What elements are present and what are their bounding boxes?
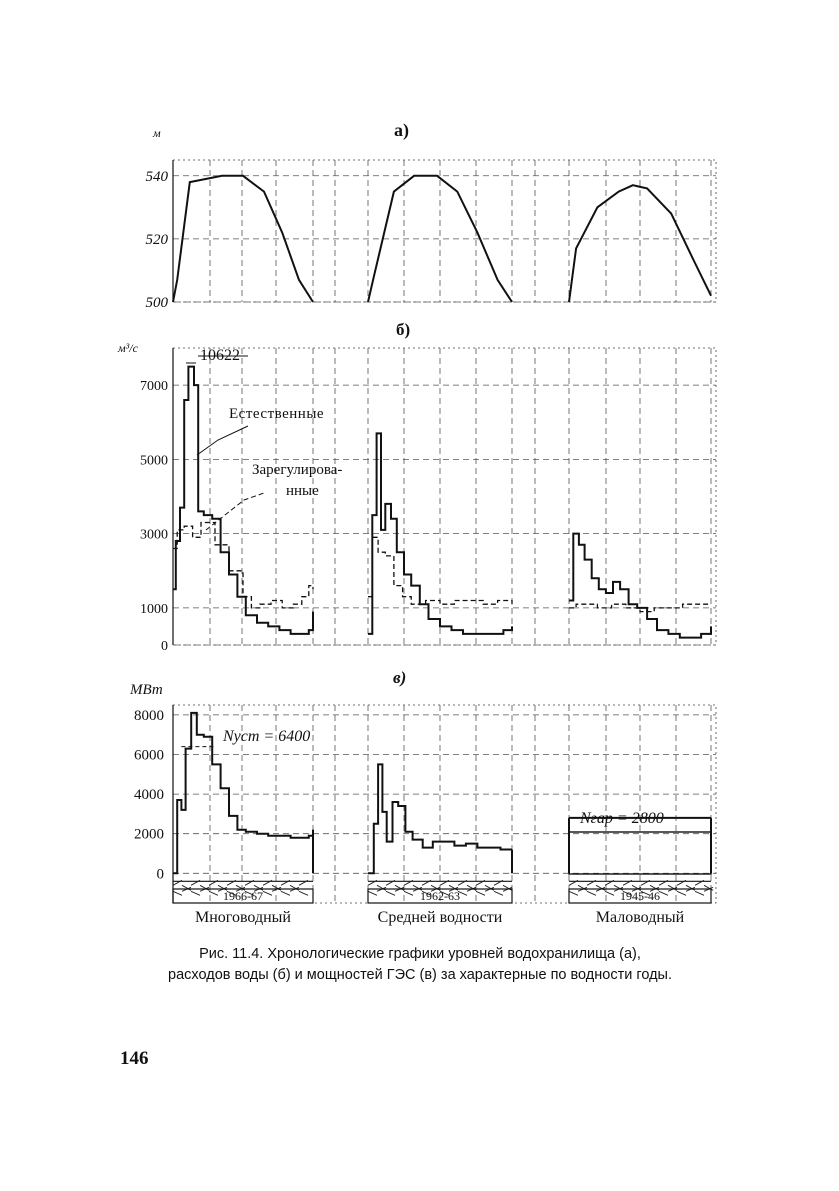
guaranteed-capacity-label: Nгар = 2800	[580, 810, 664, 827]
caption-line-1: Рис. 11.4. Хронологические графики уровней водохранилища (а),	[199, 946, 641, 962]
year-label-1: 1966-67	[223, 889, 263, 903]
panel-b-y-ticks	[140, 379, 168, 654]
y-tick-label: 0	[156, 866, 164, 883]
panel-a-unit: м	[153, 126, 161, 140]
figure-caption	[90, 944, 750, 986]
y-tick-label: 2000	[134, 826, 164, 843]
panel-b-unit: м³/с	[118, 341, 138, 355]
y-tick-label: 520	[145, 231, 168, 248]
category-label-2: Средней водности	[377, 909, 503, 926]
year-label-3: 1945-46	[620, 889, 660, 903]
installed-capacity-label: Nуст = 6400	[223, 728, 311, 745]
y-tick-label: 540	[145, 168, 168, 185]
panel-c-unit: МВт	[130, 682, 163, 698]
y-tick-label: 500	[145, 295, 168, 311]
panel-a-label: а)	[394, 120, 409, 140]
category-label-3: Маловодный	[595, 909, 685, 926]
y-tick-label: 6000	[134, 747, 164, 764]
year-label-2: 1962-63	[420, 889, 460, 903]
y-tick-label: 3000	[140, 527, 168, 543]
panel-b	[117, 320, 716, 654]
panel-b-label: б)	[396, 320, 411, 339]
y-tick-label: 7000	[140, 379, 168, 395]
y-tick-label: 5000	[140, 453, 168, 469]
page-number: 146	[120, 1048, 149, 1069]
y-tick-label: 0	[161, 639, 168, 654]
panel-c-y-ticks	[134, 708, 164, 882]
y-tick-label: 4000	[134, 787, 164, 804]
panel-c	[129, 668, 716, 926]
y-tick-label: 8000	[134, 707, 164, 724]
panel-a-y-ticks	[146, 169, 169, 311]
caption-line-2: расходов воды (б) и мощностей ГЭС (в) за характерные по водности годы.	[168, 967, 672, 983]
peak-value-annotation: 10622	[200, 347, 240, 364]
panel-c-label: в)	[393, 668, 407, 687]
regulated-flow-line	[173, 523, 313, 608]
natural-flow-label: Естественные	[229, 406, 325, 422]
y-tick-label: 1000	[140, 601, 168, 617]
panel-a	[146, 120, 717, 311]
regulated-flow-label-1: Зарегулирова-	[252, 462, 343, 478]
natural-flow-leader	[197, 426, 248, 455]
category-label-1: Многоводный	[195, 909, 291, 926]
regulated-flow-label-2: нные	[286, 483, 319, 499]
